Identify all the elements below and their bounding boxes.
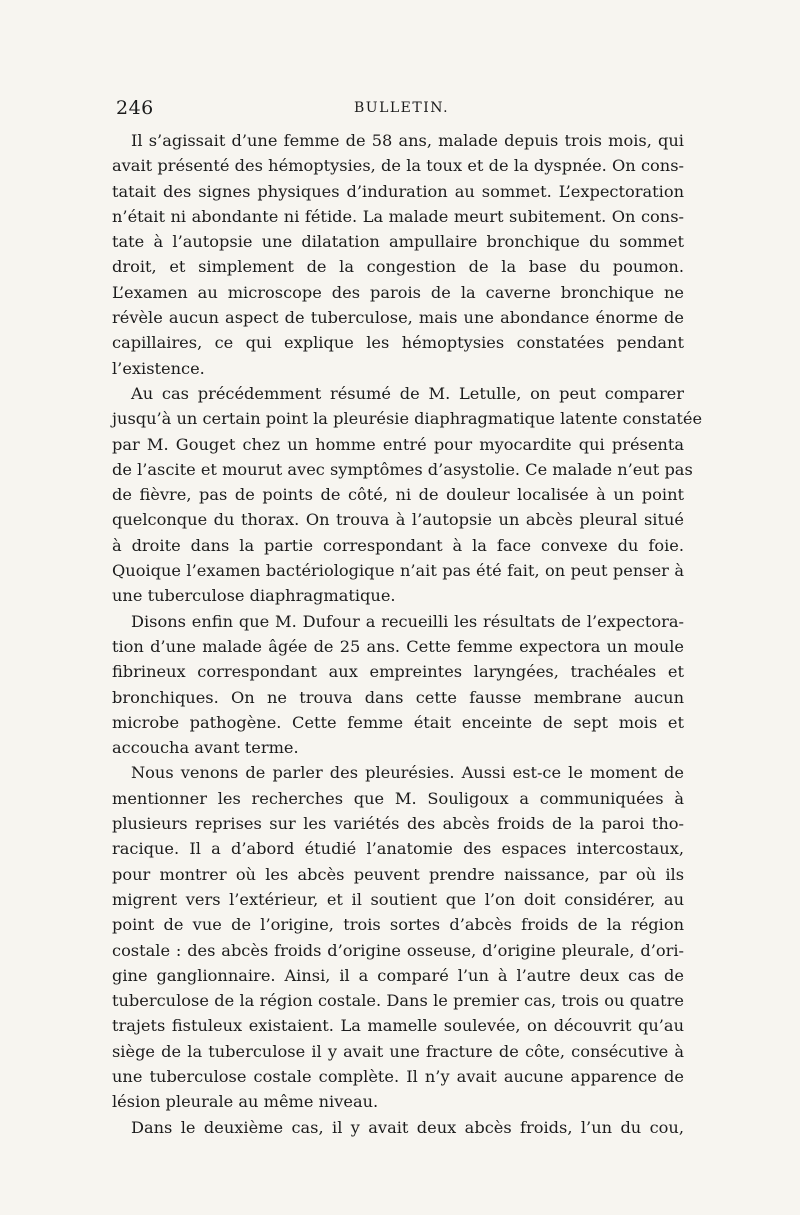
text-line: Nous venons de parler des pleurésies. Aussi est-ce le moment de [131, 763, 684, 783]
text-line: jusqu’à un certain point la pleurésie diaphragmatique latente constatée [112, 409, 703, 429]
text-line: trajets fistuleux existaient. La mamelle soulevée, on découvrit qu’au [112, 1016, 684, 1036]
text-line: lésion pleurale au même niveau. [112, 1092, 379, 1112]
text-line: siège de la tuberculose il y avait une fracture de côte, consécutive à [112, 1041, 684, 1061]
text-line: tuberculose de la région costale. Dans le premier cas, trois ou quatre [112, 991, 684, 1011]
text-line: Disons enfin que M. Dufour a recueilli les résultats de l’expectora- [131, 611, 684, 631]
text-line: tate à l’autopsie une dilatation ampullaire bronchique du sommet [112, 232, 684, 252]
text-line: révèle aucun aspect de tuberculose, mais une abondance énorme de [112, 308, 684, 328]
paragraph [112, 609, 684, 761]
text-line: capillaires, ce qui explique les hémoptysies constatées pendant [112, 333, 684, 353]
text-line: plusieurs reprises sur les variétés des abcès froids de la paroi tho- [112, 814, 684, 834]
text-line: costale : des abcès froids d’origine osseuse, d’origine pleurale, d’ori- [112, 940, 684, 960]
text-line: l’existence. [112, 358, 205, 378]
text-line: de fièvre, pas de points de côté, ni de douleur localisée à un point [112, 485, 684, 505]
text-line: une tuberculose costale complète. Il n’y avait aucune apparence de [112, 1066, 684, 1086]
text-line: par M. Gouget chez un homme entré pour myocardite qui présenta [112, 434, 684, 454]
text-line: L’examen au microscope des parois de la caverne bronchique ne [112, 282, 684, 302]
text-line: gine ganglionnaire. Ainsi, il a comparé l’un à l’autre deux cas de [112, 965, 684, 985]
page-header [116, 97, 686, 123]
text-line: à droite dans la partie correspondant à la face convexe du foie. [112, 535, 684, 555]
paragraph [112, 760, 684, 1114]
text-line: mentionner les recherches que M. Souligoux a communiquées à [112, 788, 684, 808]
text-line: tion d’une malade âgée de 25 ans. Cette femme expectora un moule [112, 636, 684, 656]
text-line: tatait des signes physiques d’induration au sommet. L’expectoration [112, 181, 684, 201]
text-line: Dans le deuxième cas, il y avait deux abcès froids, l’un du cou, [131, 1117, 684, 1137]
text-line: pour montrer où les abcès peuvent prendre naissance, par où ils [112, 864, 684, 884]
paragraph [112, 128, 684, 381]
text-line: accoucha avant terme. [112, 738, 299, 758]
body-text [112, 128, 703, 1140]
text-line: droit, et simplement de la congestion de la base du poumon. [112, 257, 684, 277]
page-number: 246 [116, 97, 154, 119]
text-line: microbe pathogène. Cette femme était enceinte de sept mois et [112, 712, 684, 732]
paragraph [112, 381, 703, 609]
text-line: migrent vers l’extérieur, et il soutient que l’on doit considérer, au [112, 889, 684, 909]
text-line: bronchiques. On ne trouva dans cette fausse membrane aucun [112, 687, 684, 707]
text-line: Au cas précédemment résumé de M. Letulle, on peut comparer [131, 383, 684, 403]
text-line: Il s’agissait d’une femme de 58 ans, malade depuis trois mois, qui [131, 131, 684, 150]
text-line: n’était ni abondante ni fétide. La malade meurt subitement. On cons- [112, 206, 684, 226]
text-line: fibrineux correspondant aux empreintes laryngées, trachéales et [112, 662, 684, 682]
text-line: quelconque du thorax. On trouva à l’autopsie un abcès pleural situé [112, 510, 684, 530]
text-line: avait présenté des hémoptysies, de la toux et de la dyspnée. On cons- [112, 156, 684, 176]
running-head: BULLETIN. [354, 100, 450, 116]
text-line: de l’ascite et mourut avec symptômes d’asystolie. Ce malade n’eut pas [112, 459, 693, 479]
text-line: une tuberculose diaphragmatique. [112, 586, 396, 606]
text-line: racique. Il a d’abord étudié l’anatomie des espaces intercostaux, [112, 839, 684, 859]
text-line: Quoique l’examen bactériologique n’ait pas été fait, on peut penser à [112, 561, 684, 581]
paragraph [112, 1115, 684, 1140]
text-line: point de vue de l’origine, trois sortes d’abcès froids de la région [112, 915, 684, 935]
